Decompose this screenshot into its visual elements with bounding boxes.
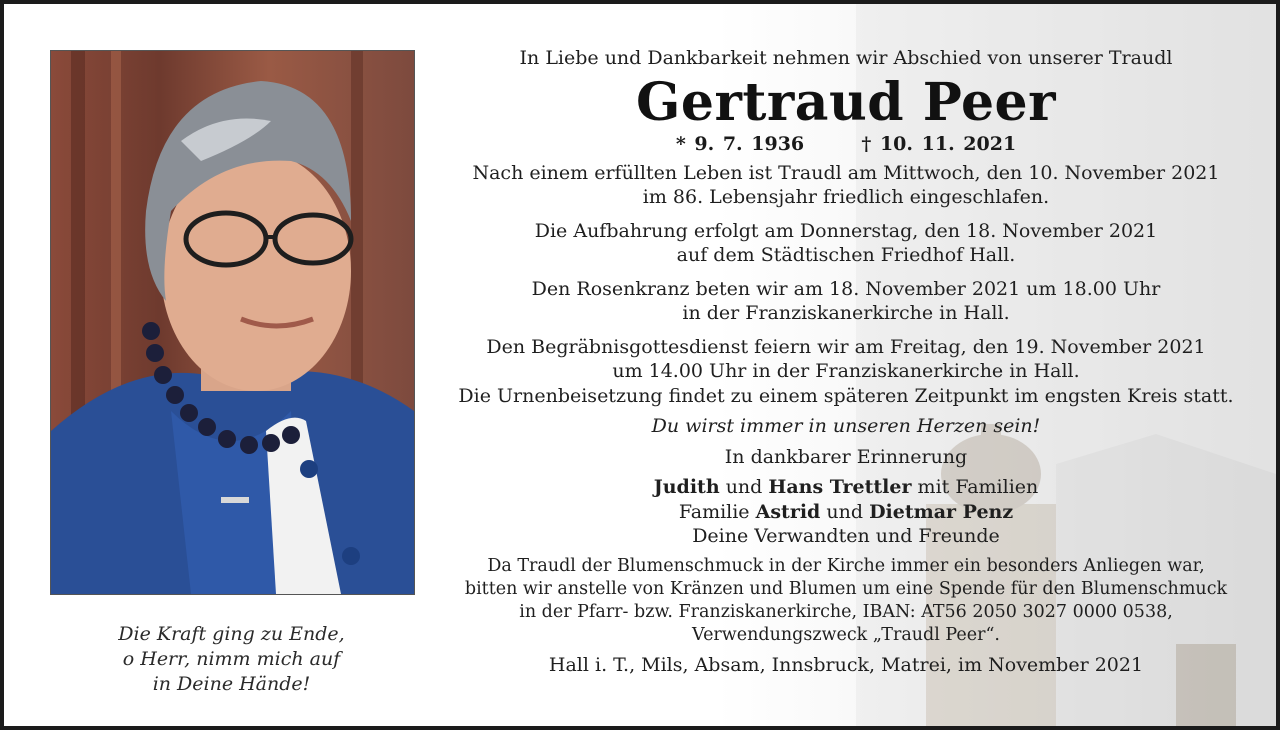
motto: Du wirst immer in unseren Herzen sein!	[651, 415, 1041, 437]
life-dates	[456, 133, 1236, 155]
paragraph-funeral	[456, 335, 1236, 409]
farewell-quote	[50, 622, 413, 697]
paragraph-rosary	[456, 277, 1236, 326]
donation-line: bitten wir anstelle von Kränzen und Blumen um eine Spende für den Blumenschmuck	[464, 578, 1228, 599]
family-names	[456, 475, 1236, 549]
quote-line: o Herr, nimm mich auf	[122, 648, 341, 670]
paragraph-line: Den Rosenkranz beten wir am 18. November 2021 um 18.00 Uhr	[531, 277, 1161, 300]
places-date-line: Hall i. T., Mils, Absam, Innsbruck, Matrei, im November 2021	[548, 653, 1144, 676]
paragraph-viewing	[456, 219, 1236, 268]
family-name: Hans Trettler	[768, 476, 912, 498]
portrait-photo	[50, 50, 415, 595]
family-connector: mit Familien	[917, 476, 1039, 498]
paragraph-line: Die Aufbahrung erfolgt am Donnerstag, den 18. November 2021	[534, 219, 1158, 242]
paragraph-line: um 14.00 Uhr in der Franziskanerkirche in Hall.	[612, 360, 1080, 382]
paragraph-line: im 86. Lebensjahr friedlich eingeschlafen.	[642, 186, 1050, 208]
paragraph-line: Die Urnenbeisetzung findet zu einem späteren Zeitpunkt im engsten Kreis statt.	[458, 384, 1234, 407]
family-line: Deine Verwandten und Freunde	[692, 525, 1000, 547]
birth-date: * 9. 7. 1936	[675, 132, 805, 155]
family-name: Judith	[653, 476, 720, 498]
quote-line: Die Kraft ging zu Ende,	[118, 623, 345, 645]
paragraph-line: auf dem Städtischen Friedhof Hall.	[676, 244, 1016, 266]
family-name: Dietmar Penz	[869, 500, 1014, 523]
family-line	[456, 500, 1236, 525]
donation-line: in der Pfarr- bzw. Franziskanerkirche, IBAN: AT56 2050 3027 0000 0538,	[519, 601, 1173, 622]
family-connector: Familie	[678, 500, 750, 523]
deceased-name: Gertraud Peer	[635, 71, 1057, 133]
family-line	[456, 475, 1236, 500]
donation-line: Da Traudl der Blumenschmuck in der Kirche immer ein besonders Anliegen war,	[487, 555, 1205, 576]
remembrance-line: In dankbarer Erinnerung	[724, 445, 968, 468]
donation-line: Verwendungszweck „Traudl Peer“.	[692, 624, 1000, 645]
paragraph-line: Nach einem erfüllten Leben ist Traudl am Mittwoch, den 10. November 2021	[472, 161, 1220, 184]
paragraph-line: Den Begräbnisgottesdienst feiern wir am Freitag, den 19. November 2021	[486, 335, 1206, 358]
family-name: Astrid	[755, 500, 821, 523]
paragraph-line: in der Franziskanerkirche in Hall.	[682, 302, 1010, 324]
quote-line: in Deine Hände!	[152, 673, 311, 695]
paragraph-death	[456, 161, 1236, 210]
intro-line: In Liebe und Dankbarkeit nehmen wir Abschied von unserer Traudl	[519, 47, 1173, 69]
obituary-text	[456, 46, 1236, 677]
family-connector: und	[725, 476, 763, 498]
donation-request	[456, 555, 1236, 647]
death-date: † 10. 11. 2021	[861, 132, 1017, 155]
family-connector: und	[826, 500, 864, 523]
